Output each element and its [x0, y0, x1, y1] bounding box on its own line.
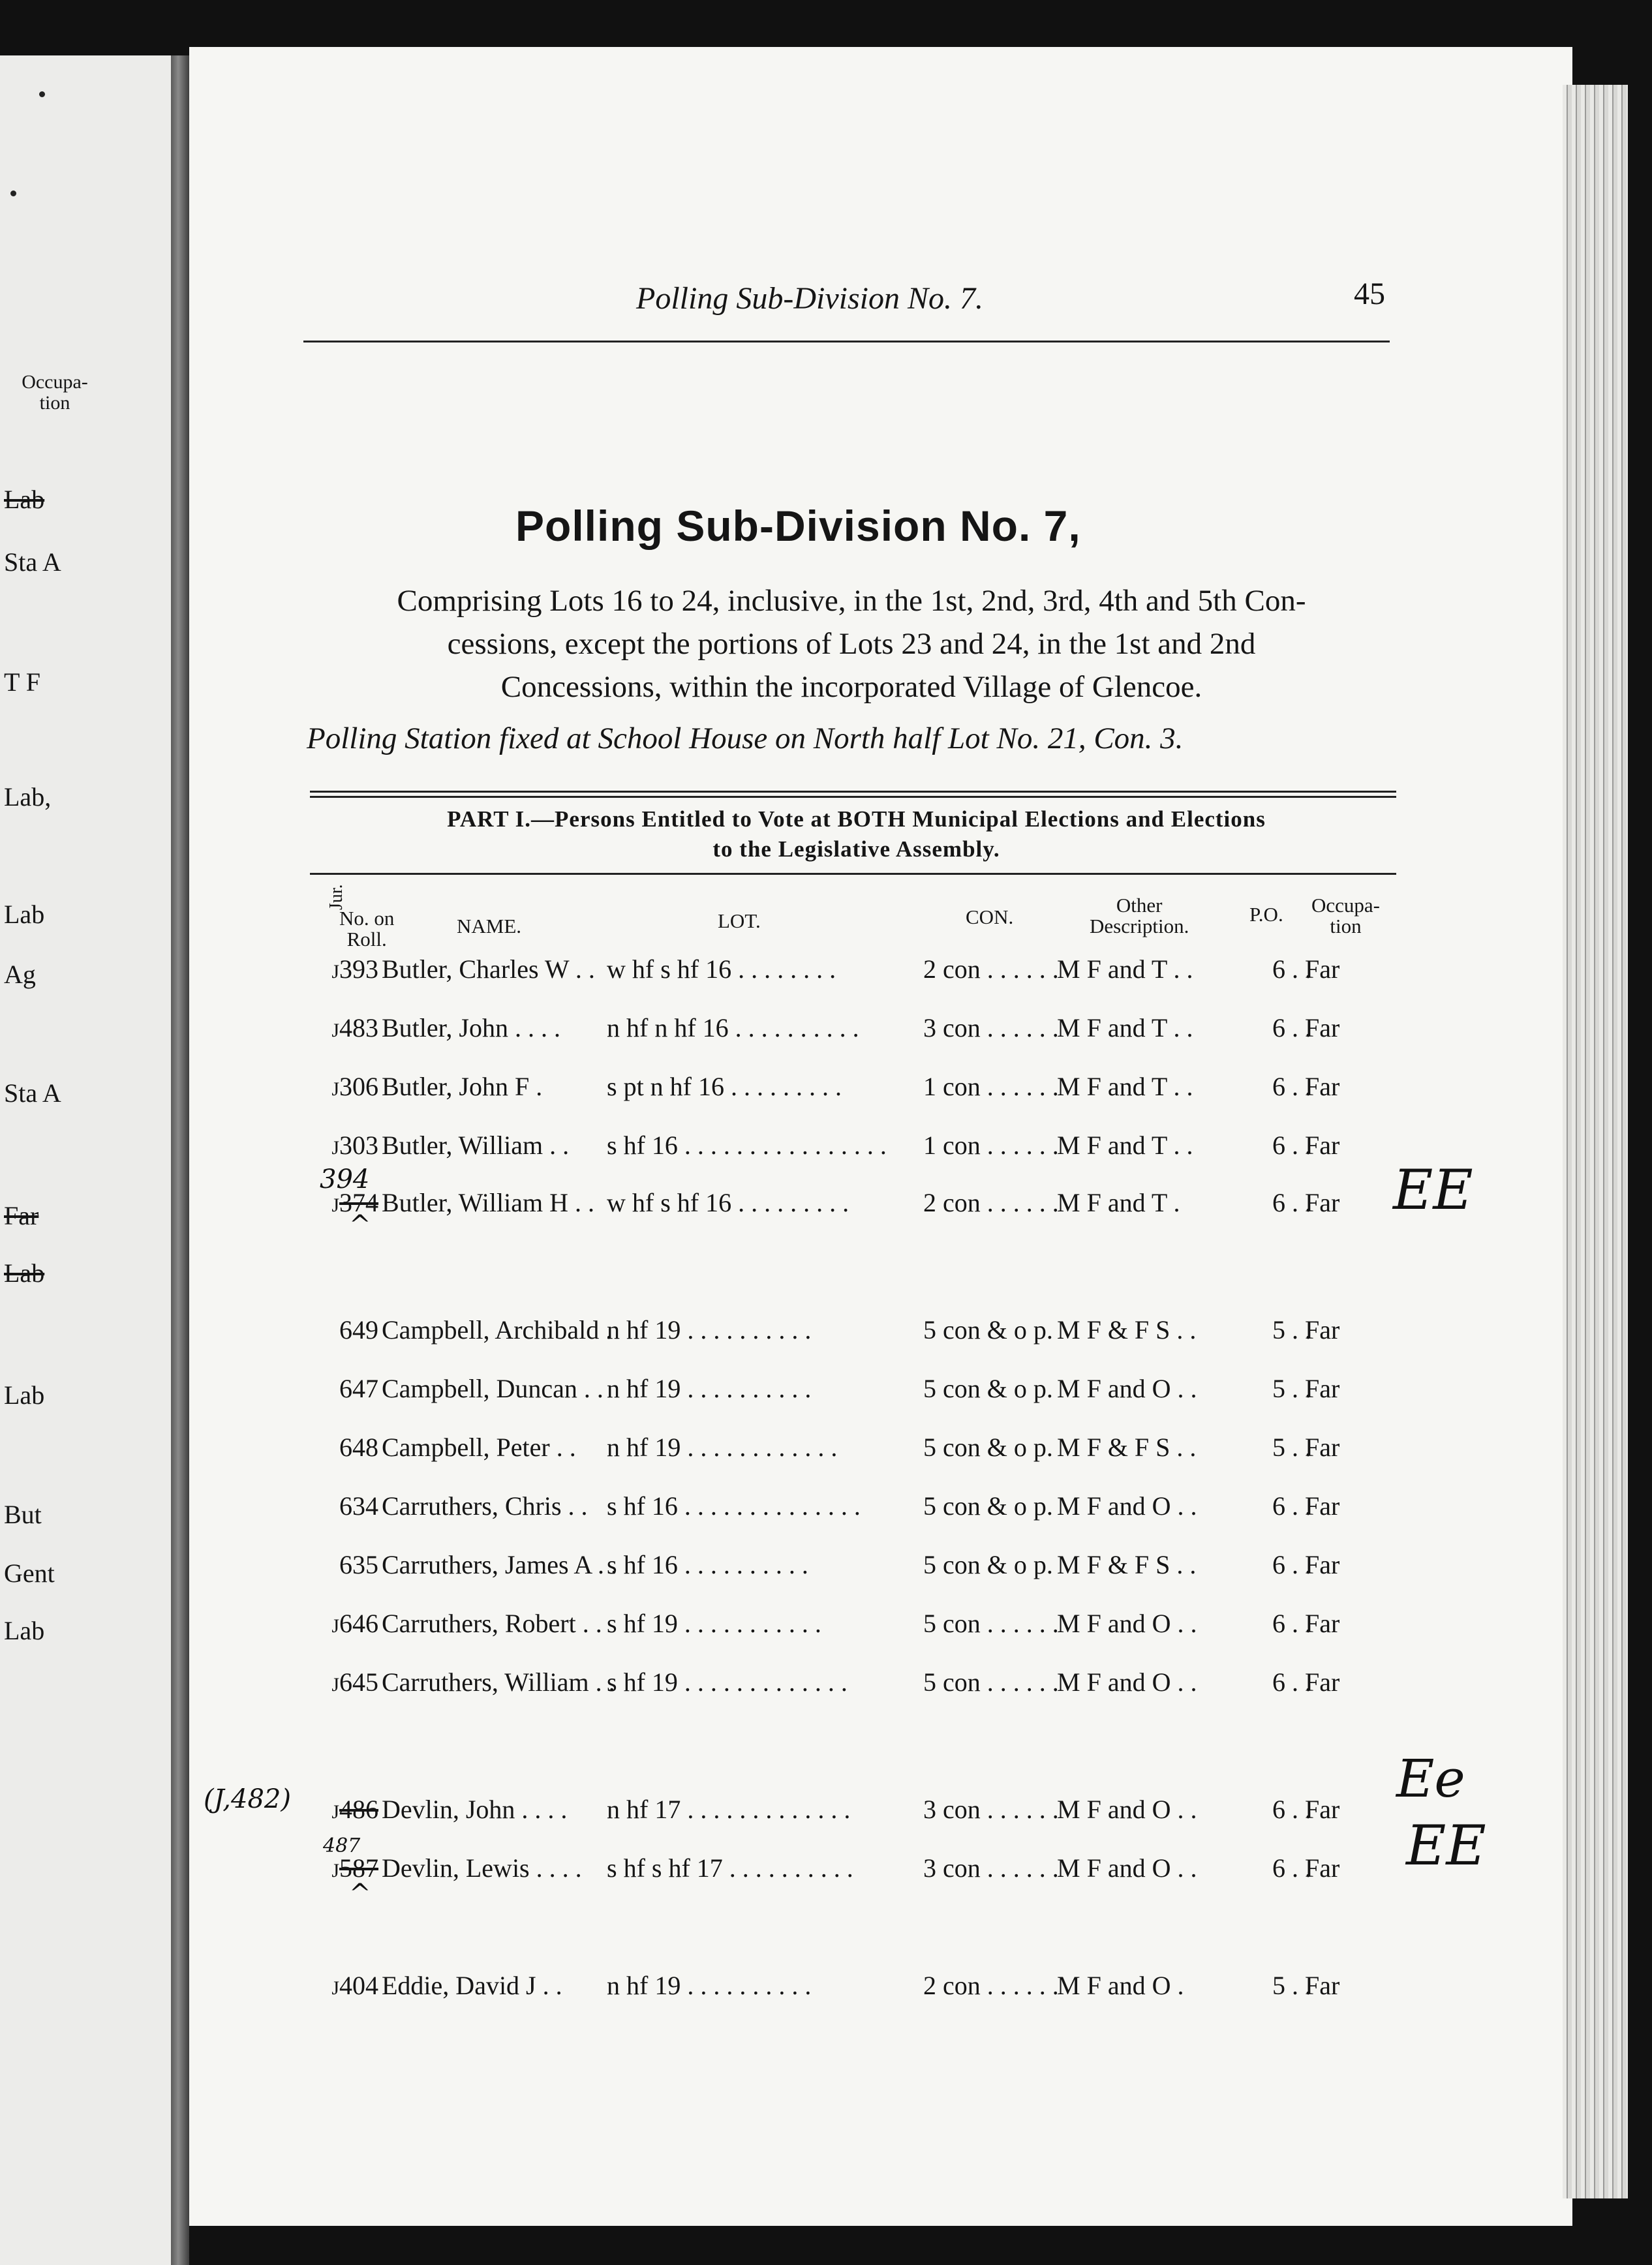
lot: n hf n hf 16 . . . . . . . . . . [607, 1013, 859, 1042]
occupation: Far [1305, 954, 1340, 984]
lot: s hf 19 . . . . . . . . . . . . . [607, 1667, 848, 1697]
roll-number-value: 393 [339, 954, 378, 984]
voter-name: Campbell, Peter . . [382, 1433, 576, 1462]
juror-mark: J [331, 1615, 339, 1637]
concession: 2 con . . . . . . [923, 1971, 1059, 2000]
other-description: M F and O . . [1057, 1374, 1197, 1403]
juror-mark: J [331, 1977, 339, 1999]
juror-mark: J [331, 1137, 339, 1159]
voter-entry [307, 1071, 1429, 1110]
roll-number [307, 1608, 378, 1639]
voter-name: Eddie, David J . . [382, 1971, 562, 2000]
post-office: 5 . . [1272, 1374, 1311, 1403]
part-heading-line-2: to the Legislative Assembly. [712, 836, 1000, 862]
description-line-3: Concessions, within the incorporated Village of Glencoe. [500, 670, 1202, 704]
roll-number-value: 306 [339, 1072, 378, 1101]
occupation: Far [1305, 1795, 1340, 1824]
voter-name: Butler, William . . [382, 1131, 570, 1160]
lot: w hf s hf 16 . . . . . . . . [607, 954, 836, 984]
concession: 1 con . . . . . . [923, 1131, 1059, 1160]
other-description: M F and O . . [1057, 1667, 1197, 1697]
lot: s hf 16 . . . . . . . . . . [607, 1550, 808, 1579]
post-office: 6 . . [1272, 1188, 1311, 1217]
handwritten-correction-394: 394 [320, 1164, 370, 1194]
description-line-2: cessions, except the portions of Lots 23 and 24, in the 1st and 2nd [447, 627, 1256, 661]
lot: s hf 16 . . . . . . . . . . . . . . . . [607, 1131, 887, 1160]
concession: 2 con . . . . . . [923, 1188, 1059, 1217]
juror-mark: J [331, 1078, 339, 1100]
other-description: M F & F S . . [1057, 1315, 1197, 1345]
post-office: 6 . . [1272, 1013, 1311, 1042]
roll-number [307, 1012, 378, 1043]
post-office: 5 . . [1272, 1433, 1311, 1462]
roll-number [307, 1130, 378, 1161]
occupation: Far [1305, 1667, 1340, 1697]
occupation: Far [1305, 1072, 1340, 1101]
voter-name: Devlin, Lewis . . . . [382, 1853, 582, 1883]
handwritten-caret: ^ [349, 1210, 371, 1240]
concession: 5 con & o p. [923, 1491, 1053, 1521]
lot: s hf 19 . . . . . . . . . . . [607, 1609, 821, 1638]
ink-dot [10, 190, 16, 196]
voter-entry [307, 1315, 1429, 1354]
roll-number-value: 483 [339, 1013, 378, 1042]
handwritten-caret: ^ [349, 1879, 371, 1909]
lot: n hf 17 . . . . . . . . . . . . . [607, 1795, 851, 1824]
voter-name: Butler, William H . . [382, 1188, 595, 1217]
col-po: P.O. [1249, 903, 1283, 926]
part-heading [310, 804, 1403, 864]
left-occupation-entry: Gent [4, 1558, 55, 1588]
roll-number [307, 1432, 378, 1463]
roll-number-value: 645 [339, 1667, 378, 1697]
handwritten-mark: EE [1406, 1814, 1486, 1877]
voter-entry [307, 1853, 1429, 1892]
voter-entry [307, 1608, 1429, 1647]
other-description: M F and O . [1057, 1971, 1184, 2000]
occupation: Far [1305, 1013, 1340, 1042]
other-description: M F & F S . . [1057, 1433, 1197, 1462]
post-office: 5 . . [1272, 1971, 1311, 2000]
occupation: Far [1305, 1188, 1340, 1217]
post-office: 6 . . [1272, 1795, 1311, 1824]
part-heading-line-1: PART I.—Persons Entitled to Vote at BOTH Municipal Elections and Elections [447, 806, 1266, 832]
other-description: M F and T . [1057, 1188, 1180, 1217]
concession: 5 con & o p. [923, 1374, 1053, 1403]
occupation: Far [1305, 1491, 1340, 1521]
double-rule-bottom [310, 796, 1396, 798]
lot: n hf 19 . . . . . . . . . . [607, 1971, 812, 2000]
left-occupation-entry: Lab, [4, 782, 52, 812]
roll-number-value: 587 [339, 1853, 378, 1883]
post-office: 6 . . [1272, 1667, 1311, 1697]
roll-number [307, 954, 378, 984]
left-occupation-entry: Sta A [4, 1078, 61, 1108]
lot: s hf s hf 17 . . . . . . . . . . [607, 1853, 853, 1883]
col-jur: Jur. [326, 884, 346, 910]
col-no-on-roll: No. on Roll. [339, 907, 395, 950]
left-occupation-entry: Sta A [4, 547, 61, 577]
voter-name: Carruthers, Robert . . [382, 1609, 602, 1638]
roll-number-value: 635 [339, 1550, 378, 1579]
left-occupation-entry: Lab [4, 900, 45, 929]
occupation: Far [1305, 1433, 1340, 1462]
voter-entry [307, 1667, 1429, 1706]
voter-entry [307, 1373, 1429, 1412]
description-line-1: Comprising Lots 16 to 24, inclusive, in the 1st, 2nd, 3rd, 4th and 5th Con- [397, 584, 1306, 618]
roll-number [307, 1970, 378, 2001]
voter-name: Carruthers, Chris . . [382, 1491, 588, 1521]
roll-number-value: 486 [339, 1795, 378, 1824]
concession: 2 con . . . . . . [923, 954, 1059, 984]
other-description: M F and O . . [1057, 1491, 1197, 1521]
lot: n hf 19 . . . . . . . . . . [607, 1374, 812, 1403]
lot: s hf 16 . . . . . . . . . . . . . . [607, 1491, 861, 1521]
polling-station: Polling Station fixed at School House on North half Lot No. 21, Con. 3. [307, 722, 1184, 755]
voter-entry [307, 954, 1429, 993]
post-office: 6 . . [1272, 1131, 1311, 1160]
juror-mark: J [331, 1860, 339, 1881]
other-description: M F & F S . . [1057, 1550, 1197, 1579]
running-head: Polling Sub-Division No. 7. [636, 281, 983, 316]
left-occupation-entry: Ag [4, 960, 36, 989]
voter-name: Campbell, Duncan . . [382, 1374, 604, 1403]
voter-entry [307, 1794, 1429, 1833]
roll-number [307, 1373, 378, 1404]
double-rule-top [310, 791, 1396, 793]
juror-mark: J [331, 1801, 339, 1823]
handwritten-correction-487: 487 [323, 1834, 361, 1857]
lot: s pt n hf 16 . . . . . . . . . [607, 1072, 842, 1101]
other-description: M F and O . . [1057, 1795, 1197, 1824]
part-rule [310, 873, 1396, 875]
concession: 3 con . . . . . . [923, 1013, 1059, 1042]
juror-mark: J [331, 961, 339, 982]
other-description: M F and T . . [1057, 954, 1193, 984]
roll-number [307, 1071, 378, 1102]
handwritten-mark: Ee [1396, 1748, 1465, 1809]
roll-number-value: 303 [339, 1131, 378, 1160]
lot: n hf 19 . . . . . . . . . . [607, 1315, 812, 1345]
other-description: M F and O . . [1057, 1609, 1197, 1638]
concession: 1 con . . . . . . [923, 1072, 1059, 1101]
voter-entry [307, 1432, 1429, 1471]
voter-name: Devlin, John . . . . [382, 1795, 568, 1824]
occupation: Far [1305, 1609, 1340, 1638]
post-office: 6 . . [1272, 1609, 1311, 1638]
other-description: M F and T . . [1057, 1013, 1193, 1042]
roll-number [307, 1315, 378, 1345]
left-occupation-entry: T F [4, 667, 40, 697]
post-office: 6 . . [1272, 954, 1311, 984]
voter-entry [307, 1491, 1429, 1530]
concession: 5 con & o p. [923, 1433, 1053, 1462]
concession: 5 con & o p. [923, 1315, 1053, 1345]
lot: n hf 19 . . . . . . . . . . . . [607, 1433, 838, 1462]
voter-name: Campbell, Archibald . [382, 1315, 613, 1345]
handwritten-mark: EE [1393, 1158, 1473, 1222]
col-con: CON. [966, 905, 1014, 928]
roll-number-value: 647 [339, 1374, 378, 1403]
occupation: Far [1305, 1131, 1340, 1160]
post-office: 5 . . [1272, 1315, 1311, 1345]
roll-number-value: 648 [339, 1433, 378, 1462]
occupation: Far [1305, 1971, 1340, 2000]
juror-mark: J [331, 1194, 339, 1216]
voter-name: Carruthers, James A . . [382, 1550, 618, 1579]
post-office: 6 . . [1272, 1550, 1311, 1579]
concession: 5 con & o p. [923, 1550, 1053, 1579]
handwritten-correction-482: (J,482) [204, 1784, 291, 1814]
voter-name: Butler, John F . [382, 1072, 543, 1101]
other-description: M F and T . . [1057, 1072, 1193, 1101]
post-office: 6 . . [1272, 1072, 1311, 1101]
voter-entry [307, 1549, 1429, 1589]
other-description: M F and O . . [1057, 1853, 1197, 1883]
other-description: M F and T . . [1057, 1131, 1193, 1160]
juror-mark: J [331, 1020, 339, 1041]
post-office: 6 . . [1272, 1853, 1311, 1883]
roll-number-value: 404 [339, 1971, 378, 2000]
voter-name: Butler, Charles W . . [382, 954, 595, 984]
voter-entry [307, 1970, 1429, 2009]
col-occupation: Occupa- tion [1311, 894, 1380, 937]
concession: 3 con . . . . . . [923, 1795, 1059, 1824]
col-other-description: Other Description. [1090, 894, 1189, 937]
roll-number-value: 374 [339, 1188, 378, 1217]
concession: 5 con . . . . . . [923, 1667, 1059, 1697]
page-number: 45 [1354, 277, 1385, 311]
roll-number-value: 646 [339, 1609, 378, 1638]
ink-dot [39, 91, 45, 97]
left-occupation-entry: Lab [4, 1616, 45, 1645]
juror-mark: J [331, 1674, 339, 1695]
occupation: Far [1305, 1550, 1340, 1579]
col-lot: LOT. [718, 909, 761, 932]
section-title: Polling Sub-Division No. 7, [515, 502, 1081, 550]
left-occupation-entry: But [4, 1500, 42, 1529]
left-occupation-entry: Lab [4, 1258, 45, 1288]
header-rule [303, 341, 1390, 342]
roll-number [307, 1549, 378, 1580]
voter-entry [307, 1187, 1429, 1226]
concession: 3 con . . . . . . [923, 1853, 1059, 1883]
page-edges [1563, 85, 1628, 2198]
roll-number [307, 1491, 378, 1521]
roll-number [307, 1794, 378, 1825]
occupation: Far [1305, 1315, 1340, 1345]
voter-name: Carruthers, William . . [382, 1667, 615, 1697]
left-occupation-entry: Lab [4, 1380, 45, 1410]
left-occupation-header: Occupa- tion [22, 371, 88, 414]
roll-number [307, 1667, 378, 1697]
col-name: NAME. [457, 915, 522, 937]
roll-number-value: 649 [339, 1315, 378, 1345]
roll-number-value: 634 [339, 1491, 378, 1521]
voter-name: Butler, John . . . . [382, 1013, 560, 1042]
voter-entry [307, 1012, 1429, 1052]
left-occupation-entry: Lab [4, 485, 45, 514]
left-occupation-entry: Far [4, 1201, 39, 1230]
occupation: Far [1305, 1853, 1340, 1883]
lot: w hf s hf 16 . . . . . . . . . [607, 1188, 849, 1217]
post-office: 6 . . [1272, 1491, 1311, 1521]
occupation: Far [1305, 1374, 1340, 1403]
concession: 5 con . . . . . . [923, 1609, 1059, 1638]
voter-entry [307, 1130, 1429, 1169]
book-gutter [171, 55, 189, 2265]
